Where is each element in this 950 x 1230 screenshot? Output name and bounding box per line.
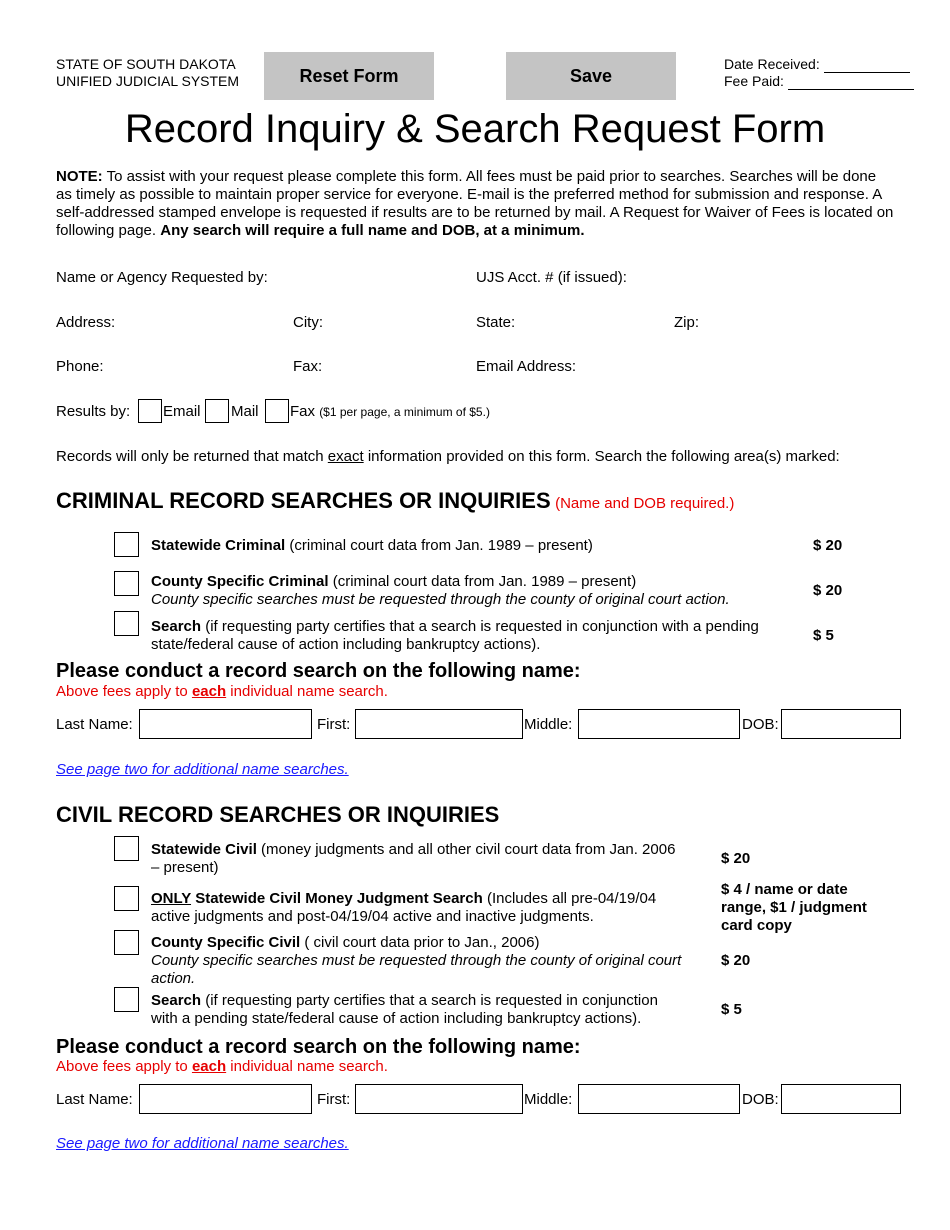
results-fax-note: ($1 per page, a minimum of $5.) [319, 405, 490, 419]
results-fax-checkbox[interactable] [265, 399, 289, 423]
county-civil-fee: $ 20 [721, 952, 751, 969]
fax-label: Fax: [293, 358, 323, 375]
criminal-fee-note-each: each [191, 683, 227, 700]
civil-money-judgment-fee: $ 4 / name or date range, $1 / judgment card copy [721, 881, 867, 934]
save-button[interactable]: Save [506, 52, 676, 100]
civil-money-judgment-checkbox[interactable] [114, 886, 139, 911]
civil-search-text [151, 992, 711, 1028]
civil-search-fee: $ 5 [721, 1001, 742, 1018]
civil-money-judgment-title: Statewide Civil Money Judgment Search [191, 890, 483, 907]
criminal-fee-note [56, 683, 388, 701]
ujs-acct-label: UJS Acct. # (if issued): [476, 269, 627, 286]
statewide-civil-text [151, 841, 711, 877]
county-criminal-desc: (criminal court data from Jan. 1989 – present) [328, 573, 637, 590]
criminal-search-text [151, 618, 811, 654]
statewide-criminal-fee: $ 20 [813, 537, 843, 554]
civil-heading: CIVIL RECORD SEARCHES OR INQUIRIES [56, 802, 500, 827]
criminal-search-checkbox[interactable] [114, 611, 139, 636]
criminal-middle-name-input[interactable] [578, 709, 740, 739]
records-note-before: Records will only be returned that match [56, 448, 328, 465]
county-civil-note: County specific searches must be requested through the county of original court [151, 952, 682, 969]
county-civil-title: County Specific Civil [151, 934, 301, 951]
civil-first-name-input[interactable] [355, 1084, 523, 1114]
org-line-2: UNIFIED JUDICIAL SYSTEM [56, 73, 240, 89]
name-agency-label: Name or Agency Requested by: [56, 269, 268, 286]
criminal-dob-input[interactable] [781, 709, 901, 739]
statewide-civil-title: Statewide Civil [151, 841, 257, 858]
civil-first-name-label: First: [317, 1091, 351, 1108]
office-use-block [724, 56, 914, 90]
civil-search-desc-2: with a pending state/federal cause of action including bankruptcy actions). [151, 1010, 642, 1027]
civil-last-name-input[interactable] [139, 1084, 312, 1114]
criminal-dob-label: DOB: [742, 716, 779, 733]
org-name [56, 56, 239, 90]
records-note-exact: exact [327, 448, 364, 465]
email-address-label: Email Address: [476, 358, 577, 375]
criminal-search-desc: (if requesting party certifies that a search is requested in conjunction with a pending [201, 618, 759, 635]
civil-last-name-label: Last Name: [56, 1091, 133, 1108]
criminal-last-name-label: Last Name: [56, 716, 133, 733]
reset-form-button[interactable]: Reset Form [264, 52, 434, 100]
statewide-criminal-title: Statewide Criminal [151, 537, 286, 554]
civil-page-two-link[interactable]: See page two for additional name searches. [56, 1135, 349, 1152]
note-paragraph [56, 168, 896, 240]
fee-paid-line [788, 76, 914, 90]
county-criminal-text [151, 573, 801, 609]
records-note [56, 448, 840, 466]
county-criminal-checkbox[interactable] [114, 571, 139, 596]
county-criminal-note: County specific searches must be requested through the county of original court action. [151, 591, 730, 608]
civil-search-desc: (if requesting party certifies that a search is requested in conjunction [201, 992, 658, 1009]
criminal-fee-note-before: Above fees apply to [56, 683, 192, 700]
zip-label: Zip: [674, 314, 700, 331]
criminal-middle-name-label: Middle: [524, 716, 573, 733]
address-label: Address: [56, 314, 116, 331]
city-label: City: [293, 314, 323, 331]
results-fax-label: Fax [290, 403, 316, 420]
criminal-name-heading: Please conduct a record search on the following name: [56, 660, 581, 682]
civil-fee-note-after: individual name search. [226, 1058, 388, 1075]
civil-middle-name-label: Middle: [524, 1091, 573, 1108]
note-lead: NOTE: [56, 168, 103, 185]
civil-search-title: Search [151, 992, 202, 1009]
statewide-civil-desc: (money judgments and all other civil court data from Jan. 2006 [256, 841, 676, 858]
statewide-civil-checkbox[interactable] [114, 836, 139, 861]
date-received-line [824, 59, 910, 73]
civil-dob-label: DOB: [742, 1091, 779, 1108]
results-email-label: Email [163, 403, 201, 420]
civil-money-judgment-desc-2: active judgments and post-04/19/04 active and inactive judgments. [151, 908, 594, 925]
civil-name-heading: Please conduct a record search on the following name: [56, 1036, 581, 1058]
criminal-heading: CRIMINAL RECORD SEARCHES OR INQUIRIES [56, 488, 551, 513]
results-mail-label: Mail [231, 403, 259, 420]
phone-label: Phone: [56, 358, 104, 375]
civil-fee-note-before: Above fees apply to [56, 1058, 192, 1075]
civil-dob-input[interactable] [781, 1084, 901, 1114]
results-by-label: Results by: [56, 403, 131, 420]
org-line-1: STATE OF SOUTH DAKOTA [56, 56, 236, 72]
records-note-after: information provided on this form. Search the following area(s) marked: [363, 448, 840, 465]
fee-paid-label: Fee Paid: [724, 73, 784, 89]
criminal-first-name-input[interactable] [355, 709, 523, 739]
results-email-checkbox[interactable] [138, 399, 162, 423]
results-fax-option [290, 403, 490, 421]
civil-money-judgment-desc: (Includes all pre-04/19/04 [482, 890, 657, 907]
criminal-fee-note-after: individual name search. [226, 683, 388, 700]
civil-middle-name-input[interactable] [578, 1084, 740, 1114]
county-civil-desc: ( civil court data prior to Jan., 2006) [300, 934, 540, 951]
statewide-criminal-text [151, 537, 791, 555]
criminal-page-two-link[interactable]: See page two for additional name searches. [56, 761, 349, 778]
county-civil-text [151, 934, 711, 988]
page-title: Record Inquiry & Search Request Form [124, 107, 826, 151]
criminal-section-heading [56, 488, 734, 514]
statewide-civil-desc-2: – present) [151, 859, 219, 876]
criminal-search-title: Search [151, 618, 202, 635]
civil-search-checkbox[interactable] [114, 987, 139, 1012]
date-received-label: Date Received: [724, 56, 820, 72]
criminal-search-desc-2: state/federal cause of action including bankruptcy actions). [151, 636, 541, 653]
civil-money-judgment-text [151, 890, 711, 926]
statewide-criminal-checkbox[interactable] [114, 532, 139, 557]
note-bold-end: Any search will require a full name and DOB, at a minimum. [160, 222, 585, 239]
criminal-heading-note: (Name and DOB required.) [555, 495, 735, 512]
statewide-criminal-desc: (criminal court data from Jan. 1989 – present) [285, 537, 593, 554]
statewide-civil-fee: $ 20 [721, 850, 751, 867]
county-civil-checkbox[interactable] [114, 930, 139, 955]
note-body: To assist with your request please complete this form. All fees must be paid prior to searches. Searches will be done as timely as possible to maintain proper service for everyone. E-mail is the preferred method for submission and response. A self-addressed stamped envelope is requested if results are to be returned by mail. A Request for Waiver of Fees is located on following page. [56, 168, 894, 239]
county-criminal-title: County Specific Criminal [151, 573, 329, 590]
criminal-search-fee: $ 5 [813, 627, 834, 644]
county-criminal-fee: $ 20 [813, 582, 843, 599]
criminal-last-name-input[interactable] [139, 709, 312, 739]
civil-money-judgment-only: ONLY [151, 890, 192, 907]
results-mail-checkbox[interactable] [205, 399, 229, 423]
civil-fee-note-each: each [191, 1058, 227, 1075]
county-civil-note-2: action. [151, 970, 196, 987]
civil-fee-note [56, 1058, 388, 1076]
state-label: State: [476, 314, 516, 331]
criminal-first-name-label: First: [317, 716, 351, 733]
